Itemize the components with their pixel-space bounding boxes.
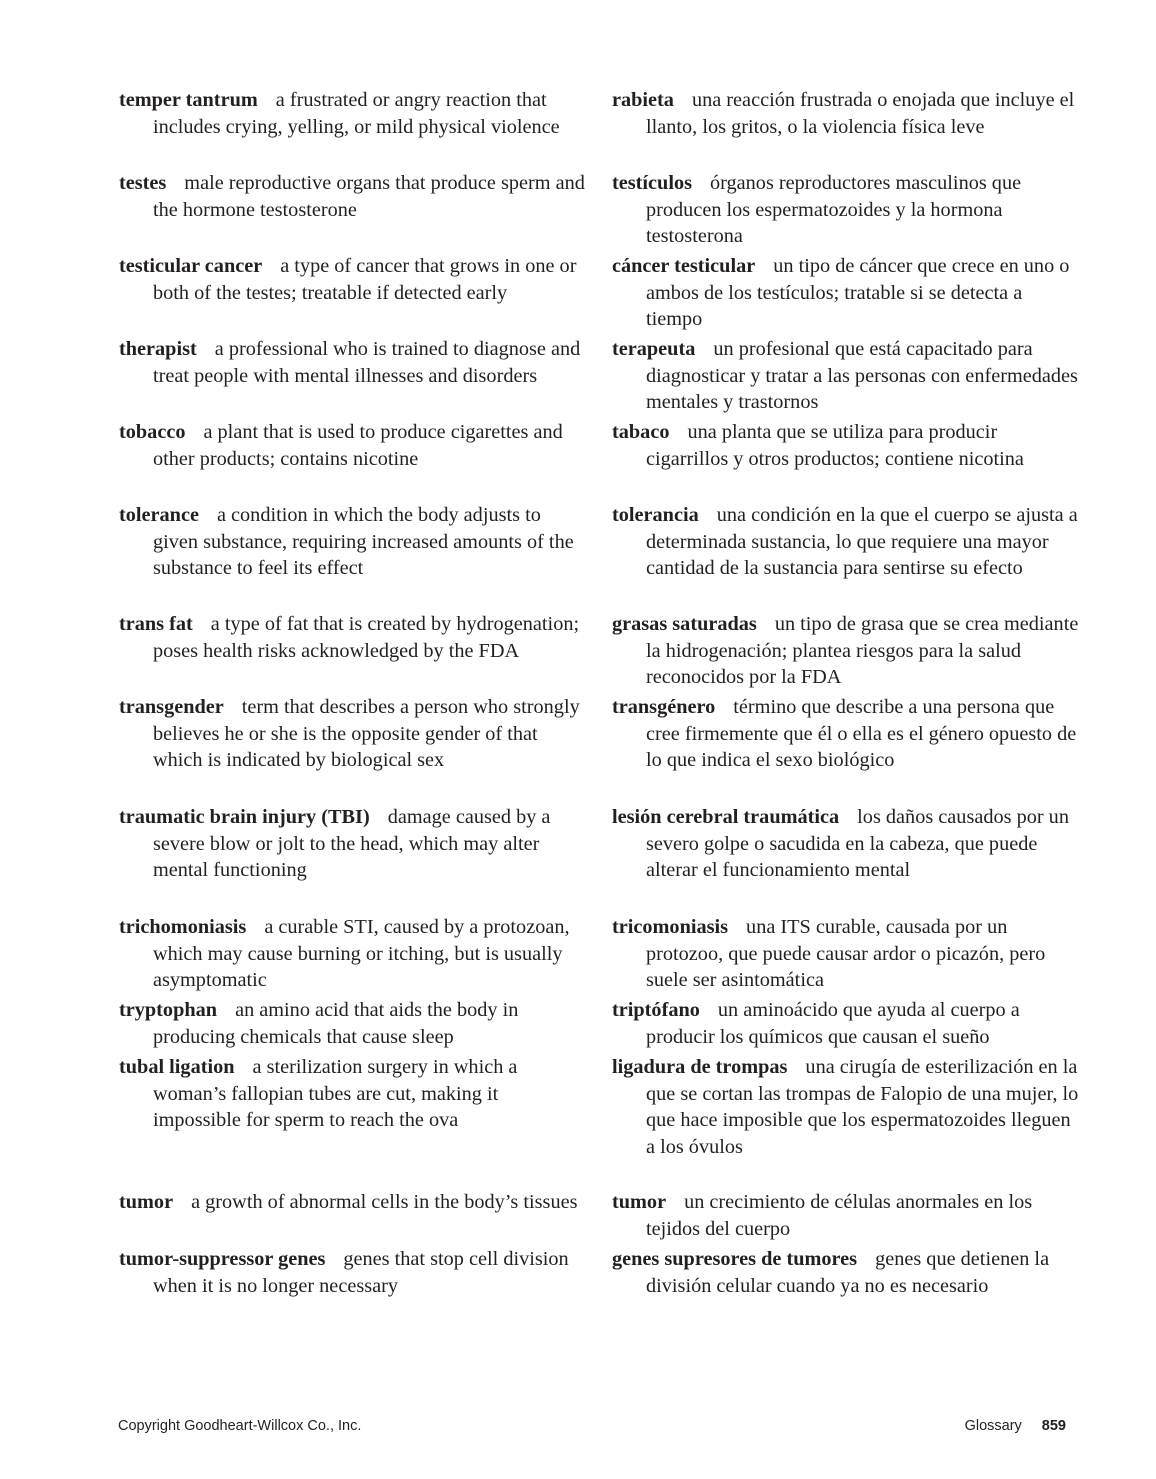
glossary-definition: a condition in which the body adjusts to given substance, requiring increased amounts of the substance to feel its effect xyxy=(153,504,574,579)
glossary-term: tumor-suppressor genes xyxy=(119,1248,326,1270)
glossary-entry xyxy=(119,804,589,884)
glossary-definition: a sterilization surgery in which a woman’s fallopian tubes are cut, making it impossible for sperm to reach the ova xyxy=(153,1056,518,1131)
glossary-entry xyxy=(612,1189,1082,1242)
glossary-term: trans fat xyxy=(119,613,193,635)
glossary-term: cáncer testicular xyxy=(612,255,756,277)
glossary-definition: a frustrated or angry reaction that includes crying, yelling, or mild physical violence xyxy=(153,89,560,138)
glossary-definition: una condición en la que el cuerpo se ajusta a determinada sustancia, lo que requiere una mayor cantidad de la sustancia para sentirse su efecto xyxy=(646,504,1078,579)
glossary-definition: órganos reproductores masculinos que producen los espermatozoides y la hormona testosterona xyxy=(646,172,1022,247)
glossary-definition: male reproductive organs that produce sperm and the hormone testosterone xyxy=(153,172,585,221)
glossary-definition: una ITS curable, causada por un protozoo, que puede causar ardor o picazón, pero suele ser asintomática xyxy=(646,916,1046,991)
glossary-term: tumor xyxy=(612,1191,667,1213)
glossary-definition: los daños causados por un severo golpe o sacudida en la cabeza, que puede alterar el funcionamiento mental xyxy=(646,806,1069,881)
glossary-entry xyxy=(612,419,1082,472)
glossary-entry xyxy=(612,502,1082,582)
glossary-definition: a type of cancer that grows in one or both of the testes; treatable if detected early xyxy=(153,255,577,304)
glossary-definition: a plant that is used to produce cigarettes and other products; contains nicotine xyxy=(153,421,563,470)
glossary-definition: term that describes a person who strongly believes he or she is the opposite gender of that which is indicated by biological sex xyxy=(153,696,580,771)
glossary-term: tubal ligation xyxy=(119,1056,235,1078)
glossary-definition: un profesional que está capacitado para diagnosticar y tratar a las personas con enfermedades mentales y trastornos xyxy=(646,338,1078,413)
glossary-definition: genes that stop cell division when it is no longer necessary xyxy=(153,1248,569,1297)
page-number: 859 xyxy=(1041,1418,1066,1434)
glossary-term: testicular cancer xyxy=(119,255,263,277)
glossary-entry xyxy=(119,997,589,1050)
glossary-definition: a growth of abnormal cells in the body’s tissues xyxy=(191,1191,578,1213)
glossary-term: triptófano xyxy=(612,999,700,1021)
glossary-entry xyxy=(119,253,589,306)
glossary-term: tabaco xyxy=(612,421,670,443)
page-folio xyxy=(965,1418,1066,1434)
glossary-entry xyxy=(119,611,589,664)
glossary-entry xyxy=(612,87,1082,140)
glossary-entry xyxy=(612,253,1082,333)
glossary-definition: una reacción frustrada o enojada que incluye el llanto, los gritos, o la violencia física leve xyxy=(646,89,1075,138)
glossary-entry xyxy=(119,1054,589,1134)
glossary-definition: un tipo de cáncer que crece en uno o ambos de los testículos; tratable si se detecta a tiempo xyxy=(646,255,1070,330)
glossary-definition: a curable STI, caused by a protozoan, which may cause burning or itching, but is usually asymptomatic xyxy=(153,916,570,991)
glossary-term: tolerance xyxy=(119,504,199,526)
glossary-term: tolerancia xyxy=(612,504,699,526)
glossary-definition: un crecimiento de células anormales en los tejidos del cuerpo xyxy=(646,1191,1033,1240)
glossary-entry xyxy=(119,1246,589,1299)
glossary-definition: genes que detienen la división celular cuando ya no es necesario xyxy=(646,1248,1050,1297)
glossary-term: tobacco xyxy=(119,421,186,443)
glossary-term: transgender xyxy=(119,696,224,718)
glossary-entry xyxy=(612,997,1082,1050)
glossary-entry xyxy=(119,694,589,774)
glossary-definition: término que describe a una persona que cree firmemente que él o ella es el género opuesto de lo que indica el sexo biológico xyxy=(646,696,1077,771)
glossary-entry xyxy=(612,336,1082,416)
section-label: Glossary xyxy=(964,1418,1022,1434)
glossary-entry xyxy=(612,914,1082,994)
glossary-term: terapeuta xyxy=(612,338,696,360)
glossary-entry xyxy=(612,694,1082,774)
glossary-term: testículos xyxy=(612,172,692,194)
glossary-entry xyxy=(119,419,589,472)
glossary-term: testes xyxy=(119,172,167,194)
glossary-entry xyxy=(612,1246,1082,1299)
glossary-entry xyxy=(612,170,1082,250)
copyright-notice: Copyright Goodheart-Willcox Co., Inc. xyxy=(118,1418,362,1434)
glossary-definition: una cirugía de esterilización en la que se cortan las trompas de Falopio de una mujer, lo que hace imposible que los espermatozoides lleguen a los óvulos xyxy=(646,1056,1079,1158)
glossary-entry xyxy=(612,1054,1082,1160)
glossary-entry xyxy=(119,336,589,389)
glossary-definition: a professional who is trained to diagnose and treat people with mental illnesses and disorders xyxy=(153,338,581,387)
glossary-definition: damage caused by a severe blow or jolt to the head, which may alter mental functioning xyxy=(153,806,551,881)
glossary-term: rabieta xyxy=(612,89,674,111)
glossary-term: tumor xyxy=(119,1191,174,1213)
glossary-term: lesión cerebral traumática xyxy=(612,806,840,828)
glossary-definition: an amino acid that aids the body in producing chemicals that cause sleep xyxy=(153,999,519,1048)
glossary-definition: una planta que se utiliza para producir cigarrillos y otros productos; contiene nicotina xyxy=(646,421,1024,470)
glossary-term: trichomoniasis xyxy=(119,916,247,938)
glossary-term: grasas saturadas xyxy=(612,613,757,635)
glossary-entry xyxy=(119,170,589,223)
glossary-term: tricomoniasis xyxy=(612,916,729,938)
glossary-entry xyxy=(119,1189,589,1216)
glossary-definition: a type of fat that is created by hydrogenation; poses health risks acknowledged by the FDA xyxy=(153,613,580,662)
glossary-term: genes supresores de tumores xyxy=(612,1248,858,1270)
glossary-entry xyxy=(119,502,589,582)
glossary-term: traumatic brain injury (TBI) xyxy=(119,806,370,828)
glossary-entry xyxy=(119,87,589,140)
glossary-term: ligadura de trompas xyxy=(612,1056,788,1078)
glossary-entry xyxy=(612,804,1082,884)
glossary-definition: un aminoácido que ayuda al cuerpo a producir los químicos que causan el sueño xyxy=(646,999,1020,1048)
glossary-term: temper tantrum xyxy=(119,89,258,111)
glossary-entry xyxy=(119,914,589,994)
glossary-term: transgénero xyxy=(612,696,716,718)
glossary-term: therapist xyxy=(119,338,197,360)
glossary-entry xyxy=(612,611,1082,691)
glossary-term: tryptophan xyxy=(119,999,218,1021)
glossary-definition: un tipo de grasa que se crea mediante la hidrogenación; plantea riesgos para la salud reconocidos por la FDA xyxy=(646,613,1079,688)
